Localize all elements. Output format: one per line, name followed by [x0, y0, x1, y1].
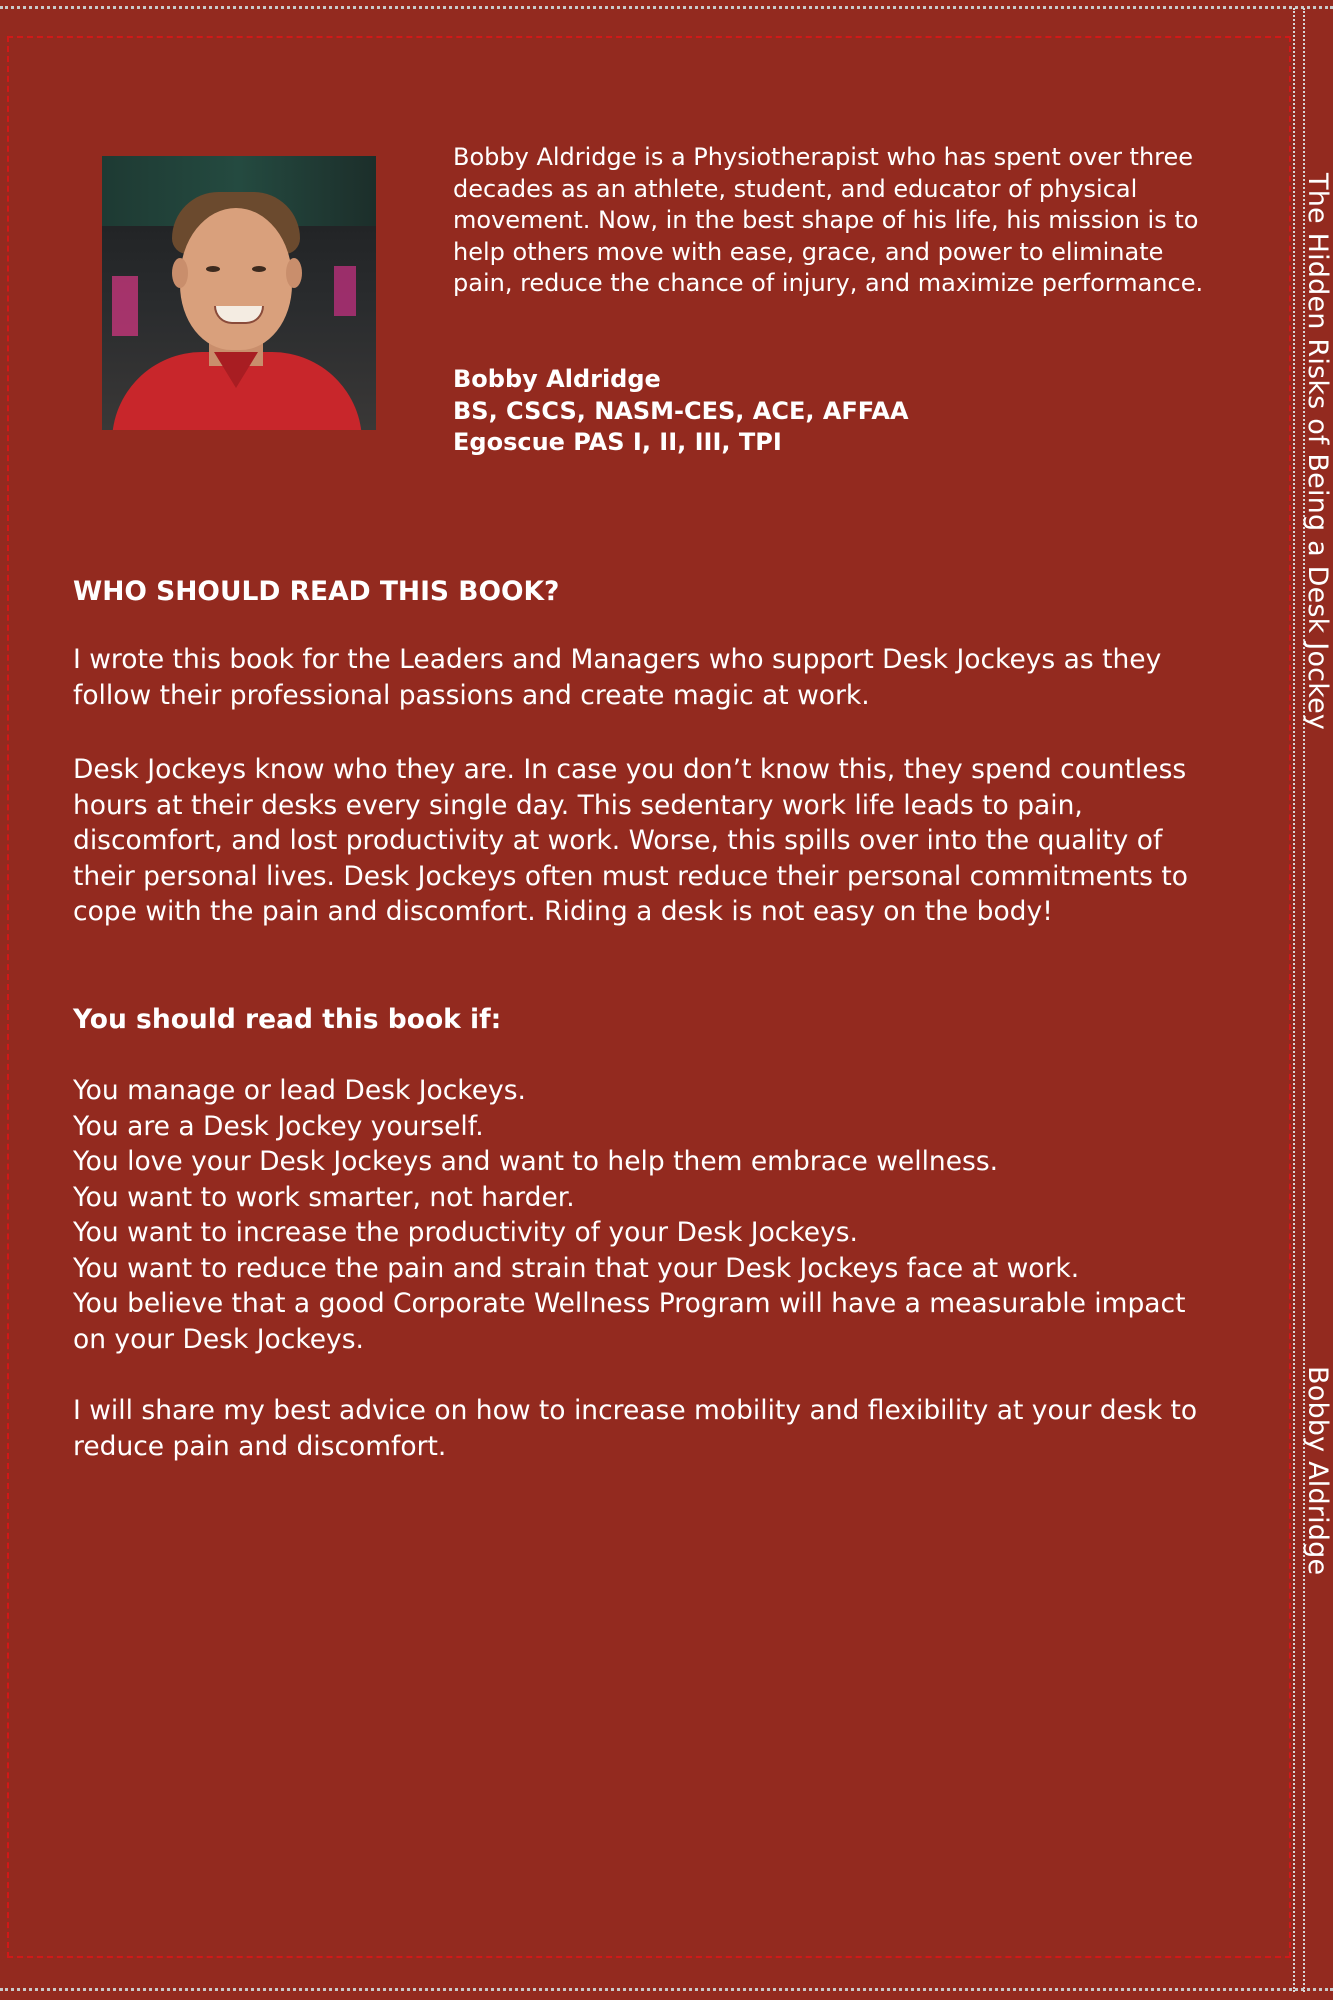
spine-author: Bobby Aldridge [1302, 1366, 1333, 1576]
author-photo [102, 156, 376, 430]
credentials-line: BS, CSCS, NASM-CES, ACE, AFFAA [453, 396, 909, 425]
closing-paragraph: I will share my best advice on how to increase mobility and flexibility at your desk to reduce pain and discomfort. [73, 1395, 1198, 1462]
trim-edge-bottom [0, 1988, 1333, 1991]
spine-fold-line [1293, 8, 1295, 1992]
author-bio: Bobby Aldridge is a Physiotherapist who has spent over three decades as an athlete, student, and educator of physical movement. Now, in the best shape of his life, his mission is to help others move with ease, grace, and power to eliminate pain, reduce the chance of injury, and maximize performance. [453, 143, 1204, 297]
list-item: You are a Desk Jockey yourself. [73, 1110, 484, 1142]
list-item: You believe that a good Corporate Wellness Program will have a measurable impact on your Desk Jockeys. [73, 1288, 1186, 1355]
desk-jockey-paragraph: Desk Jockeys know who they are. In case you don’t know this, they spend countless hours at their desks every single day. This sedentary work life leads to pain, discomfort, and lost productivity at work. Worse, this spills over into the quality of their personal lives. Desk Jockeys often must reduce their personal commitments to cope with the pain and discomfort. Riding a desk is not easy on the body! [73, 754, 1188, 927]
section-heading: WHO SHOULD READ THIS BOOK? [73, 576, 560, 607]
spine-title: The Hidden Risks of Being a Desk Jockey [1302, 173, 1333, 731]
trim-edge-top [0, 6, 1333, 9]
list-item: You love your Desk Jockeys and want to help them embrace wellness. [73, 1146, 999, 1177]
credentials-line: Egoscue PAS I, II, III, TPI [453, 428, 782, 456]
author-credentials [453, 364, 1213, 459]
reasons-list [73, 1073, 1203, 1357]
author-name: Bobby Aldridge [453, 365, 661, 393]
intro-paragraph: I wrote this book for the Leaders and Managers who support Desk Jockeys as they follow their professional passions and create magic at work. [73, 644, 1162, 711]
list-item: You want to work smarter, not harder. [73, 1181, 575, 1213]
list-item: You want to reduce the pain and strain that your Desk Jockeys face at work. [73, 1252, 1080, 1284]
reasons-subheading: You should read this book if: [73, 1004, 502, 1035]
list-item: You want to increase the productivity of your Desk Jockeys. [73, 1217, 858, 1248]
list-item: You manage or lead Desk Jockeys. [73, 1075, 526, 1106]
